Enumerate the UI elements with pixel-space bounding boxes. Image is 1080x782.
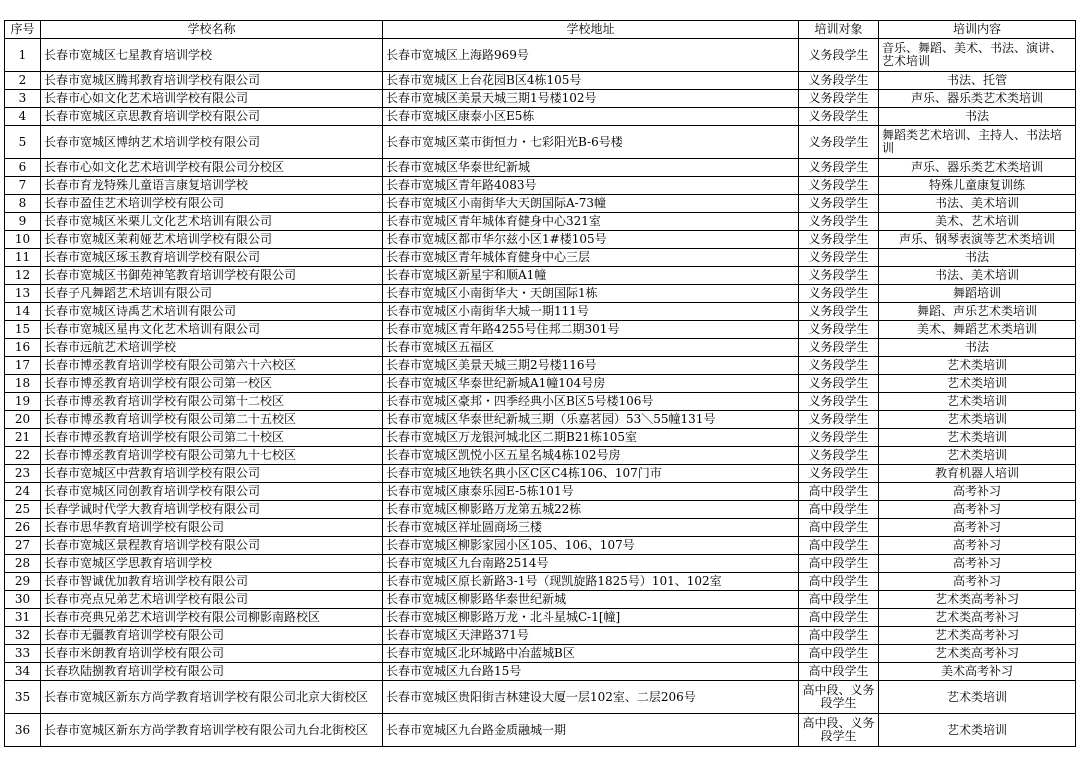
cell-training-content: 艺术类培训 (879, 411, 1076, 429)
cell-training-content: 书法 (879, 108, 1076, 126)
cell-training-content: 艺术类培训 (879, 447, 1076, 465)
table-row (5, 339, 1076, 357)
header-row (5, 21, 1076, 39)
cell-training-content: 艺术类培训 (879, 357, 1076, 375)
cell-training-content: 舞蹈培训 (879, 285, 1076, 303)
cell-school-address: 长春市宽城区青年城体育健身中心三层 (383, 249, 799, 267)
cell-school-address: 长春市宽城区菜市街恒力・七彩阳光B-6号楼 (383, 126, 799, 159)
cell-training-target: 义务段学生 (799, 213, 879, 231)
cell-index: 14 (5, 303, 41, 321)
table-row (5, 357, 1076, 375)
table-row (5, 177, 1076, 195)
table-row (5, 267, 1076, 285)
cell-index: 5 (5, 126, 41, 159)
table-row (5, 159, 1076, 177)
cell-training-content: 高考补习 (879, 573, 1076, 591)
cell-training-target: 高中段学生 (799, 663, 879, 681)
cell-index: 21 (5, 429, 41, 447)
cell-school-address: 长春市宽城区美景天城三期2号楼116号 (383, 357, 799, 375)
cell-school-address: 长春市宽城区九台路金质融城一期 (383, 714, 799, 747)
cell-school-name: 长春市育龙特殊儿童语言康复培训学校 (41, 177, 383, 195)
cell-school-address: 长春市宽城区九台南路2514号 (383, 555, 799, 573)
table-row (5, 108, 1076, 126)
table-row (5, 231, 1076, 249)
cell-training-target: 义务段学生 (799, 72, 879, 90)
cell-index: 16 (5, 339, 41, 357)
cell-index: 31 (5, 609, 41, 627)
cell-training-target: 高中段学生 (799, 555, 879, 573)
cell-index: 20 (5, 411, 41, 429)
table-row (5, 714, 1076, 747)
cell-training-target: 义务段学生 (799, 195, 879, 213)
cell-index: 3 (5, 90, 41, 108)
table-row (5, 483, 1076, 501)
cell-training-content: 高考补习 (879, 519, 1076, 537)
cell-school-name: 长春市博丞教育培训学校有限公司第十二校区 (41, 393, 383, 411)
cell-training-content: 艺术类培训 (879, 714, 1076, 747)
table-body (5, 39, 1076, 747)
cell-training-content: 书法、美术培训 (879, 195, 1076, 213)
cell-training-target: 义务段学生 (799, 393, 879, 411)
cell-training-target: 高中段学生 (799, 537, 879, 555)
cell-index: 22 (5, 447, 41, 465)
table-row (5, 393, 1076, 411)
cell-training-target: 高中段、义务段学生 (799, 681, 879, 714)
cell-school-name: 长春市宽城区书御苑神笔教育培训学校有限公司 (41, 267, 383, 285)
cell-training-target: 高中段学生 (799, 591, 879, 609)
cell-training-content: 美术、艺术培训 (879, 213, 1076, 231)
cell-training-target: 义务段学生 (799, 375, 879, 393)
cell-school-name: 长春市宽城区诗禹艺术培训有限公司 (41, 303, 383, 321)
cell-training-target: 义务段学生 (799, 126, 879, 159)
cell-school-address: 长春市宽城区小南街华大・天朗国际1栋 (383, 285, 799, 303)
cell-training-content: 教育机器人培训 (879, 465, 1076, 483)
cell-school-name: 长春市博丞教育培训学校有限公司第二十校区 (41, 429, 383, 447)
cell-school-name: 长春市无疆教育培训学校有限公司 (41, 627, 383, 645)
cell-school-name: 长春市智诚优加教育培训学校有限公司 (41, 573, 383, 591)
cell-school-name: 长春市盈佳艺术培训学校有限公司 (41, 195, 383, 213)
cell-school-address: 长春市宽城区华泰世纪新城 (383, 159, 799, 177)
cell-school-name: 长春市心如文化艺术培训学校有限公司分校区 (41, 159, 383, 177)
cell-training-target: 义务段学生 (799, 285, 879, 303)
cell-school-address: 长春市宽城区九台路15号 (383, 663, 799, 681)
cell-school-name: 长春市宽城区新东方尚学教育培训学校有限公司九台北街校区 (41, 714, 383, 747)
table-row (5, 39, 1076, 72)
cell-training-target: 义务段学生 (799, 177, 879, 195)
cell-school-name: 长春市博丞教育培训学校有限公司第二十五校区 (41, 411, 383, 429)
cell-school-name: 长春学诚时代学大教育培训学校有限公司 (41, 501, 383, 519)
cell-training-content: 声乐、器乐类艺术类培训 (879, 90, 1076, 108)
cell-training-target: 高中段、义务段学生 (799, 714, 879, 747)
cell-training-target: 高中段学生 (799, 627, 879, 645)
cell-school-address: 长春市宽城区华泰世纪新城A1幢104号房 (383, 375, 799, 393)
cell-school-address: 长春市宽城区豪邦・四季经典小区B区5号楼106号 (383, 393, 799, 411)
cell-school-name: 长春市博丞教育培训学校有限公司第一校区 (41, 375, 383, 393)
cell-index: 19 (5, 393, 41, 411)
table-row (5, 90, 1076, 108)
cell-school-address: 长春市宽城区美景天城三期1号楼102号 (383, 90, 799, 108)
cell-school-address: 长春市宽城区新星宇和顺A1幢 (383, 267, 799, 285)
cell-school-address: 长春市宽城区康泰乐园E-5栋101号 (383, 483, 799, 501)
cell-school-address: 长春市宽城区柳影路万龙第五城22栋 (383, 501, 799, 519)
table-row (5, 663, 1076, 681)
cell-training-content: 艺术类培训 (879, 681, 1076, 714)
cell-training-target: 义务段学生 (799, 429, 879, 447)
table-row (5, 519, 1076, 537)
table-row (5, 213, 1076, 231)
cell-training-content: 美术、舞蹈艺术类培训 (879, 321, 1076, 339)
cell-training-content: 艺术类高考补习 (879, 609, 1076, 627)
cell-school-name: 长春市宽城区腾邦教育培训学校有限公司 (41, 72, 383, 90)
cell-school-address: 长春市宽城区都市华尔兹小区1#楼105号 (383, 231, 799, 249)
cell-training-content: 高考补习 (879, 501, 1076, 519)
table-row (5, 645, 1076, 663)
cell-index: 24 (5, 483, 41, 501)
cell-index: 34 (5, 663, 41, 681)
header-school-address: 学校地址 (383, 21, 799, 39)
cell-school-name: 长春市宽城区博纳艺术培训学校有限公司 (41, 126, 383, 159)
cell-school-name: 长春市博丞教育培训学校有限公司第六十六校区 (41, 357, 383, 375)
table-row (5, 411, 1076, 429)
cell-school-name: 长春市宽城区新东方尚学教育培训学校有限公司北京大街校区 (41, 681, 383, 714)
cell-training-target: 义务段学生 (799, 321, 879, 339)
cell-school-name: 长春子凡舞蹈艺术培训有限公司 (41, 285, 383, 303)
cell-index: 30 (5, 591, 41, 609)
cell-school-address: 长春市宽城区上台花园B区4栋105号 (383, 72, 799, 90)
table-row (5, 285, 1076, 303)
cell-training-target: 高中段学生 (799, 645, 879, 663)
cell-training-content: 书法、托管 (879, 72, 1076, 90)
header-training-content: 培训内容 (879, 21, 1076, 39)
cell-index: 15 (5, 321, 41, 339)
table-row (5, 627, 1076, 645)
table-row (5, 609, 1076, 627)
cell-training-target: 义务段学生 (799, 39, 879, 72)
cell-school-address: 长春市宽城区五福区 (383, 339, 799, 357)
cell-school-address: 长春市宽城区青年路4255号住邦二期301号 (383, 321, 799, 339)
cell-training-target: 义务段学生 (799, 447, 879, 465)
table-row (5, 303, 1076, 321)
cell-index: 6 (5, 159, 41, 177)
cell-index: 23 (5, 465, 41, 483)
cell-index: 35 (5, 681, 41, 714)
cell-school-address: 长春市宽城区康泰小区E5栋 (383, 108, 799, 126)
cell-school-name: 长春玖陆捌教育培训学校有限公司 (41, 663, 383, 681)
table-row (5, 447, 1076, 465)
table-row (5, 375, 1076, 393)
cell-index: 32 (5, 627, 41, 645)
cell-training-content: 艺术类高考补习 (879, 645, 1076, 663)
cell-training-target: 义务段学生 (799, 339, 879, 357)
table-row (5, 591, 1076, 609)
cell-training-content: 艺术类培训 (879, 429, 1076, 447)
cell-school-name: 长春市心如文化艺术培训学校有限公司 (41, 90, 383, 108)
cell-index: 8 (5, 195, 41, 213)
table-row (5, 126, 1076, 159)
training-school-table (4, 20, 1076, 747)
header-school-name: 学校名称 (41, 21, 383, 39)
cell-school-address: 长春市宽城区小南街华大天朗国际A-73幢 (383, 195, 799, 213)
cell-school-name: 长春市宽城区同创教育培训学校有限公司 (41, 483, 383, 501)
cell-school-name: 长春市宽城区茉莉娅艺术培训学校有限公司 (41, 231, 383, 249)
cell-training-target: 高中段学生 (799, 609, 879, 627)
cell-training-target: 高中段学生 (799, 501, 879, 519)
cell-school-name: 长春市宽城区七星教育培训学校 (41, 39, 383, 72)
cell-training-content: 声乐、器乐类艺术类培训 (879, 159, 1076, 177)
header-index: 序号 (5, 21, 41, 39)
cell-school-address: 长春市宽城区天津路371号 (383, 627, 799, 645)
cell-training-target: 义务段学生 (799, 249, 879, 267)
cell-school-address: 长春市宽城区贵阳街吉林建设大厦一层102室、二层206号 (383, 681, 799, 714)
cell-training-target: 义务段学生 (799, 303, 879, 321)
table-row (5, 537, 1076, 555)
cell-index: 13 (5, 285, 41, 303)
cell-index: 36 (5, 714, 41, 747)
cell-training-content: 特殊儿童康复训练 (879, 177, 1076, 195)
table-row (5, 465, 1076, 483)
cell-index: 12 (5, 267, 41, 285)
cell-index: 9 (5, 213, 41, 231)
cell-index: 18 (5, 375, 41, 393)
cell-training-target: 义务段学生 (799, 108, 879, 126)
cell-index: 7 (5, 177, 41, 195)
cell-school-name: 长春市宽城区京思教育培训学校有限公司 (41, 108, 383, 126)
cell-training-content: 艺术类培训 (879, 375, 1076, 393)
training-school-table-sheet (4, 20, 1075, 747)
cell-school-address: 长春市宽城区万龙银河城北区二期B21栋105室 (383, 429, 799, 447)
cell-training-content: 书法、美术培训 (879, 267, 1076, 285)
cell-training-content: 美术高考补习 (879, 663, 1076, 681)
cell-school-name: 长春市宽城区景程教育培训学校有限公司 (41, 537, 383, 555)
cell-school-address: 长春市宽城区原长新路3-1号（现凯旋路1825号）101、102室 (383, 573, 799, 591)
cell-training-target: 义务段学生 (799, 159, 879, 177)
cell-school-address: 长春市宽城区柳影路华泰世纪新城 (383, 591, 799, 609)
cell-training-content: 书法 (879, 249, 1076, 267)
table-row (5, 555, 1076, 573)
cell-training-content: 声乐、钢琴表演等艺术类培训 (879, 231, 1076, 249)
cell-school-name: 长春市亮典兄弟艺术培训学校有限公司柳影南路校区 (41, 609, 383, 627)
table-row (5, 195, 1076, 213)
cell-school-address: 长春市宽城区柳影路万龙・北斗星城C-1[幢] (383, 609, 799, 627)
cell-school-name: 长春市宽城区琢玉教育培训学校有限公司 (41, 249, 383, 267)
cell-index: 2 (5, 72, 41, 90)
table-row (5, 681, 1076, 714)
cell-school-name: 长春市宽城区学思教育培训学校 (41, 555, 383, 573)
cell-school-name: 长春市思华教育培训学校有限公司 (41, 519, 383, 537)
cell-school-name: 长春市米朗教育培训学校有限公司 (41, 645, 383, 663)
cell-school-name: 长春市宽城区中营教育培训学校有限公司 (41, 465, 383, 483)
cell-school-name: 长春市宽城区米栗儿文化艺术培训有限公司 (41, 213, 383, 231)
table-row (5, 501, 1076, 519)
cell-training-target: 义务段学生 (799, 411, 879, 429)
cell-index: 26 (5, 519, 41, 537)
cell-training-content: 艺术类高考补习 (879, 591, 1076, 609)
cell-school-name: 长春市远航艺术培训学校 (41, 339, 383, 357)
cell-school-address: 长春市宽城区祥址圆商场三楼 (383, 519, 799, 537)
cell-training-target: 高中段学生 (799, 483, 879, 501)
cell-index: 11 (5, 249, 41, 267)
cell-training-target: 义务段学生 (799, 357, 879, 375)
cell-index: 1 (5, 39, 41, 72)
cell-training-content: 高考补习 (879, 537, 1076, 555)
cell-school-address: 长春市宽城区青年城体育健身中心321室 (383, 213, 799, 231)
cell-index: 10 (5, 231, 41, 249)
cell-school-address: 长春市宽城区小南街华大城一期111号 (383, 303, 799, 321)
cell-school-address: 长春市宽城区华泰世纪新城三期（乐嘉茗园）53＼55幢131号 (383, 411, 799, 429)
header-training-target: 培训对象 (799, 21, 879, 39)
cell-training-target: 义务段学生 (799, 465, 879, 483)
cell-training-content: 音乐、舞蹈、美术、书法、演讲、艺术培训 (879, 39, 1076, 72)
table-row (5, 249, 1076, 267)
cell-school-address: 长春市宽城区凯悦小区五星名城4栋102号房 (383, 447, 799, 465)
table-row (5, 72, 1076, 90)
cell-school-address: 长春市宽城区北环城路中冶蓝城B区 (383, 645, 799, 663)
cell-training-content: 高考补习 (879, 483, 1076, 501)
cell-training-content: 艺术类培训 (879, 393, 1076, 411)
cell-index: 27 (5, 537, 41, 555)
cell-index: 29 (5, 573, 41, 591)
cell-school-address: 长春市宽城区上海路969号 (383, 39, 799, 72)
cell-index: 25 (5, 501, 41, 519)
cell-training-content: 书法 (879, 339, 1076, 357)
cell-school-name: 长春市亮点兄弟艺术培训学校有限公司 (41, 591, 383, 609)
cell-school-name: 长春市博丞教育培训学校有限公司第九十七校区 (41, 447, 383, 465)
table-header (5, 21, 1076, 39)
table-row (5, 429, 1076, 447)
cell-index: 17 (5, 357, 41, 375)
cell-training-target: 高中段学生 (799, 573, 879, 591)
cell-training-target: 义务段学生 (799, 267, 879, 285)
table-row (5, 573, 1076, 591)
cell-training-target: 义务段学生 (799, 231, 879, 249)
cell-training-content: 舞蹈、声乐艺术类培训 (879, 303, 1076, 321)
cell-index: 4 (5, 108, 41, 126)
cell-school-address: 长春市宽城区柳影家园小区105、106、107号 (383, 537, 799, 555)
cell-school-name: 长春市宽城区星冉文化艺术培训有限公司 (41, 321, 383, 339)
cell-index: 28 (5, 555, 41, 573)
cell-training-content: 舞蹈类艺术培训、主持人、书法培训 (879, 126, 1076, 159)
cell-training-content: 高考补习 (879, 555, 1076, 573)
cell-school-address: 长春市宽城区地铁名典小区C区C4栋106、107门市 (383, 465, 799, 483)
cell-training-content: 艺术类高考补习 (879, 627, 1076, 645)
cell-training-target: 义务段学生 (799, 90, 879, 108)
cell-index: 33 (5, 645, 41, 663)
table-row (5, 321, 1076, 339)
cell-training-target: 高中段学生 (799, 519, 879, 537)
cell-school-address: 长春市宽城区青年路4083号 (383, 177, 799, 195)
